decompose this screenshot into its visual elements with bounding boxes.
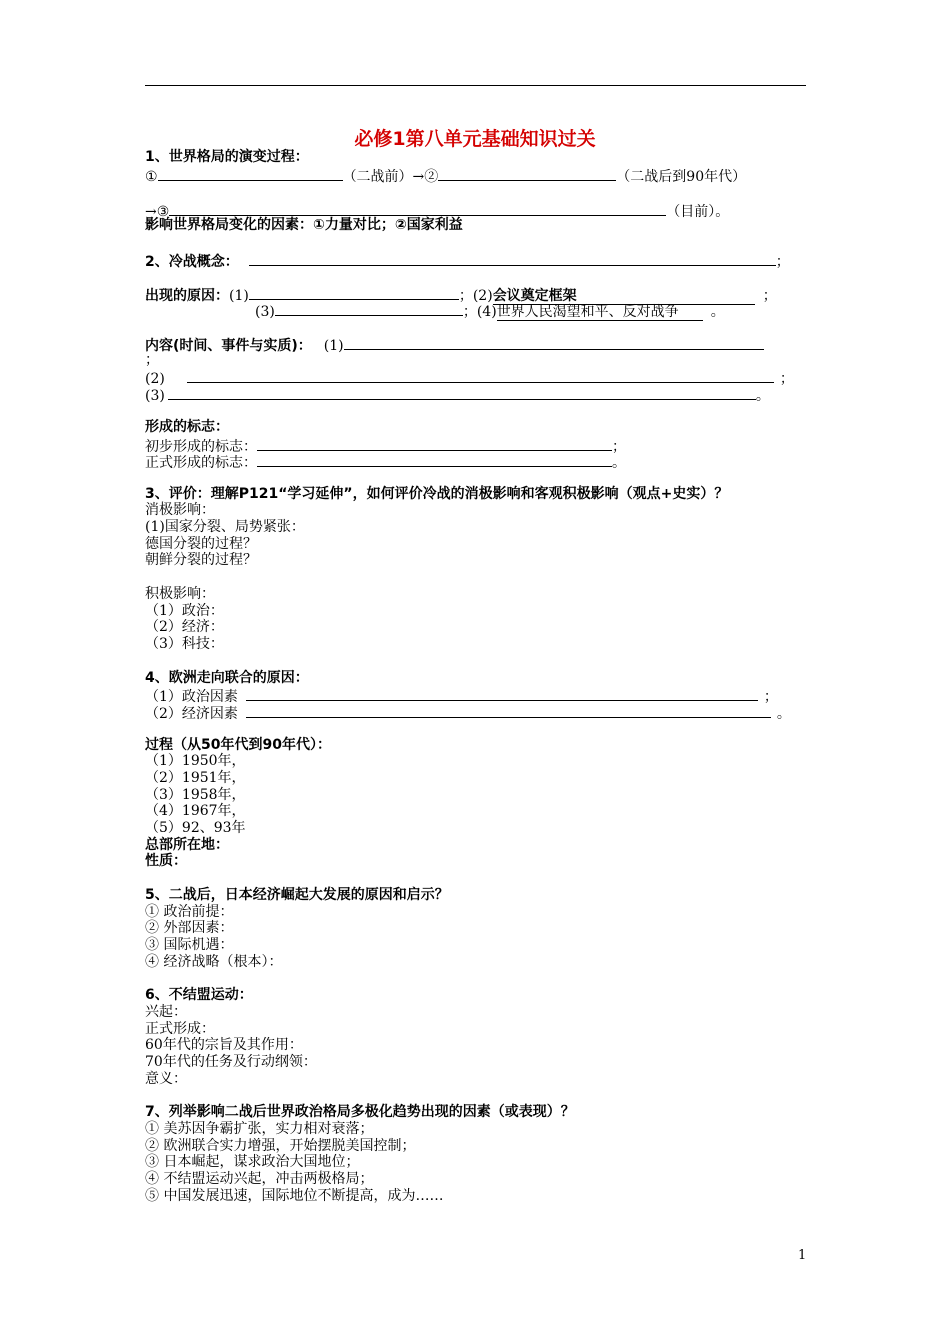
s2-content-line3 bbox=[145, 385, 770, 405]
s1-circle1: ① bbox=[145, 169, 158, 185]
page-number: 1 bbox=[798, 1248, 807, 1263]
s1-heading: 1、世界格局的演变过程： bbox=[145, 149, 309, 165]
s1-arrow3: →③ bbox=[145, 204, 170, 220]
period: 。 bbox=[755, 388, 770, 404]
reason-1-label: （1）政治因素 bbox=[145, 689, 238, 705]
blank-sign-2[interactable] bbox=[257, 452, 612, 467]
blank-reason-1[interactable] bbox=[246, 686, 758, 701]
s1-factors: 影响世界格局变化的因素：①力量对比；②国家利益 bbox=[145, 217, 463, 233]
s1-current: （目前）。 bbox=[666, 204, 730, 220]
s5-item-3: ③ 国际机遇： bbox=[145, 937, 234, 953]
blank-3[interactable] bbox=[169, 201, 666, 216]
content-1-label: (1) bbox=[323, 338, 344, 354]
s2-cause-label: 出现的原因： bbox=[145, 288, 229, 304]
s3-germany: 德国分裂的过程？ bbox=[145, 536, 257, 552]
content-3-label: (3) bbox=[145, 388, 165, 404]
s6-item-1: 兴起： bbox=[145, 1004, 187, 1020]
s3-positive: 积极影响： bbox=[145, 586, 215, 602]
semicolon: ； bbox=[779, 371, 794, 387]
s2-content-label: 内容(时间、事件与实质)： bbox=[145, 338, 312, 354]
s4-process-2: （2）1951年， bbox=[145, 770, 246, 786]
s5-item-2: ② 外部因素： bbox=[145, 920, 234, 936]
s5-item-1: ① 政治前提： bbox=[145, 904, 234, 920]
cause-1-label: (1) bbox=[229, 288, 249, 304]
s4-headquarters: 总部所在地： bbox=[145, 837, 229, 853]
blank-content-3[interactable] bbox=[168, 385, 756, 400]
s7-item-3: ③ 日本崛起，谋求政治大国地位； bbox=[145, 1154, 360, 1170]
period: 。 bbox=[612, 455, 626, 471]
content-2-label: (2) bbox=[145, 371, 165, 387]
s6-item-3: 60年代的宗旨及其作用： bbox=[145, 1037, 303, 1053]
semicolon: ； bbox=[762, 288, 777, 304]
blank-cause-1[interactable] bbox=[249, 285, 459, 300]
s7-item-4: ④ 不结盟运动兴起，冲击两极格局； bbox=[145, 1171, 374, 1187]
semicolon: ； bbox=[612, 439, 626, 455]
s2-sign-label: 形成的标志： bbox=[145, 419, 229, 435]
s3-korea: 朝鲜分裂的过程？ bbox=[145, 552, 257, 568]
blank-cause-3[interactable] bbox=[275, 301, 463, 316]
s6-heading: 6、不结盟运动： bbox=[145, 987, 253, 1003]
period: 。 bbox=[776, 706, 791, 722]
s4-process-1: （1）1950年， bbox=[145, 753, 246, 769]
cause-2-text: 会议奠定框架 bbox=[493, 288, 755, 305]
s4-process: 过程（从50年代到90年代）： bbox=[145, 737, 331, 753]
blank-concept[interactable] bbox=[249, 251, 776, 266]
blank-reason-2[interactable] bbox=[246, 703, 771, 718]
s1-postwar: （二战后到90年代） bbox=[616, 169, 747, 185]
s2-content-line1 bbox=[145, 335, 764, 355]
s4-reason-2 bbox=[145, 703, 791, 723]
s6-item-5: 意义： bbox=[145, 1071, 187, 1087]
s4-process-3: （3）1958年， bbox=[145, 787, 246, 803]
s3-negative: 消极影响： bbox=[145, 502, 215, 518]
s4-heading: 4、欧洲走向联合的原因： bbox=[145, 670, 309, 686]
page-title: 必修1第八单元基础知识过关 bbox=[354, 128, 596, 150]
s2-sign2-line bbox=[145, 452, 626, 472]
blank-1[interactable] bbox=[158, 166, 343, 181]
s7-item-1: ① 美苏因争霸扩张，实力相对衰落； bbox=[145, 1121, 374, 1137]
s4-process-4: （4）1967年， bbox=[145, 803, 246, 819]
s3-positive-2: （2）经济： bbox=[145, 619, 224, 635]
s7-item-5: ⑤ 中国发展迅速，国际地位不断提高，成为…… bbox=[145, 1188, 444, 1204]
reason-2-label: （2）经济因素 bbox=[145, 706, 238, 722]
s1-line1 bbox=[145, 166, 746, 186]
s2-cause-line2 bbox=[255, 301, 725, 321]
blank-content-1[interactable] bbox=[344, 335, 764, 350]
s4-nature: 性质： bbox=[145, 853, 187, 869]
header-rule bbox=[145, 85, 806, 86]
sign-1-label: 初步形成的标志： bbox=[145, 439, 257, 455]
cause-3-label: (3) bbox=[255, 304, 275, 320]
cause-2-label: ；(2) bbox=[458, 288, 493, 304]
s1-prewar: （二战前）→② bbox=[342, 169, 439, 185]
period: 。 bbox=[710, 304, 725, 320]
s6-item-4: 70年代的任务及行动纲领： bbox=[145, 1054, 317, 1070]
s7-item-2: ② 欧洲联合实力增强，开始摆脱美国控制； bbox=[145, 1138, 416, 1154]
s3-heading: 3、评价：理解P121“学习延伸”，如何评价冷战的消极影响和客观积极影响（观点+史实）？ bbox=[145, 486, 729, 502]
s3-positive-3: （3）科技： bbox=[145, 636, 224, 652]
s3-negative-1: (1)国家分裂、局势紧张： bbox=[145, 519, 305, 535]
s6-item-2: 正式形成： bbox=[145, 1021, 215, 1037]
s3-positive-1: （1）政治： bbox=[145, 603, 224, 619]
s5-item-4: ④ 经济战略（根本）： bbox=[145, 954, 283, 970]
s4-process-5: （5）92、93年 bbox=[145, 820, 246, 836]
s5-heading: 5、二战后，日本经济崛起大发展的原因和启示？ bbox=[145, 887, 449, 903]
s2-concept-line bbox=[145, 251, 790, 271]
s2-content-wrap: ； bbox=[145, 352, 159, 368]
s2-concept: 2、冷战概念： bbox=[145, 254, 239, 270]
s7-heading: 7、列举影响二战后世界政治格局多极化趋势出现的因素（或表现）？ bbox=[145, 1104, 575, 1120]
cause-4-text: 世界人民渴望和平、反对战争 bbox=[497, 304, 703, 321]
cause-4-label: ；(4) bbox=[462, 304, 497, 320]
semicolon: ； bbox=[763, 689, 778, 705]
blank-content-2[interactable] bbox=[187, 368, 774, 383]
blank-sign-1[interactable] bbox=[257, 436, 612, 451]
semicolon: ； bbox=[775, 254, 790, 270]
sign-2-label: 正式形成的标志： bbox=[145, 455, 257, 471]
blank-2[interactable] bbox=[438, 166, 616, 181]
